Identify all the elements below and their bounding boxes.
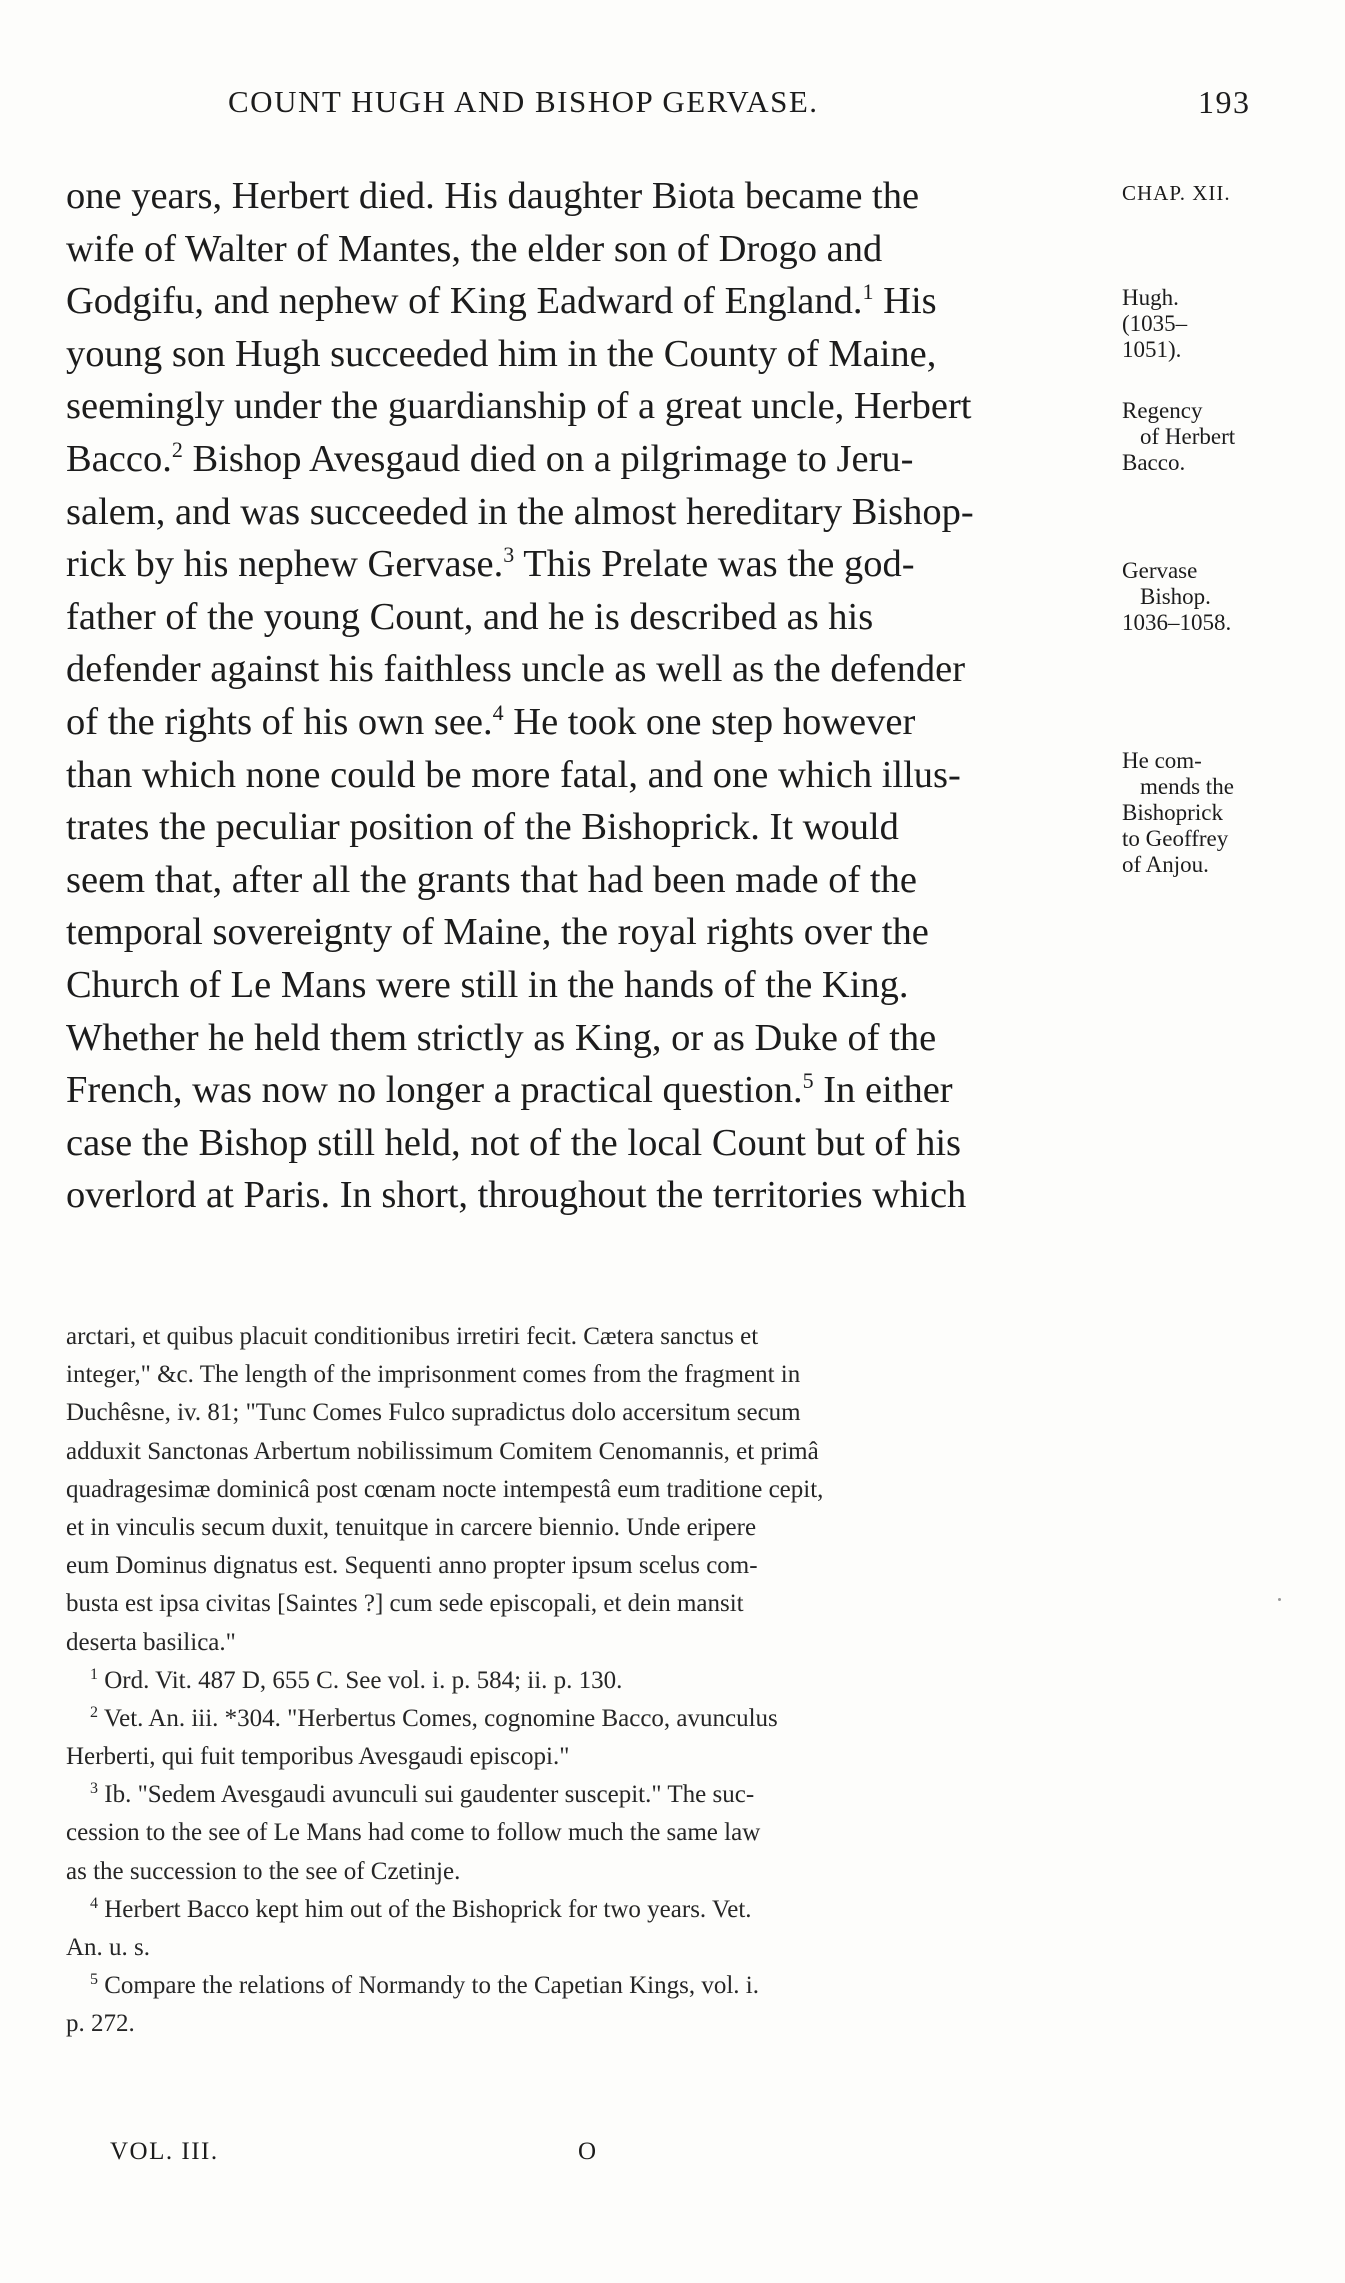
footnote-line: busta est ipsa civitas [Saintes ?] cum sede episcopali, et dein mansit (66, 1590, 744, 1618)
footnote-1: $^1$ Ord. Vit. 487 D, 655 C. See vol. i. p. 584; ii. p. 130. (90, 1665, 623, 1694)
footnote-2: $^2$ Vet. An. iii. *304. "Herbertus Comes, cognomine Bacco, avunculus (90, 1703, 778, 1732)
footnote-3: $^3$ Ib. "Sedem Avesgaudi avunculi sui gaudenter suscepit." The suc- (90, 1780, 755, 1809)
text-line: temporal sovereignty of Maine, the royal rights over the (66, 911, 929, 954)
text-line: defender against his faithless uncle as well as the defender (66, 648, 966, 691)
running-title: COUNT HUGH AND BISHOP GERVASE. (228, 84, 819, 119)
footnote-ref: 5 (802, 1068, 814, 1094)
text-line: than which none could be more fatal, and one which illus- (66, 753, 961, 796)
text-line: French, was now no longer a practical question.$^5$ In either (66, 1068, 953, 1112)
footnote-4: $^4$ Herbert Bacco kept him out of the Bishoprick for two years. Vet. (90, 1894, 752, 1923)
text-line: overlord at Paris. In short, throughout the territories which (66, 1174, 967, 1217)
margin-note-gervase: Gervase Bishop. 1036–1058. (1122, 558, 1232, 635)
footnote-line: integer," &c. The length of the imprisonment comes from the fragment in (66, 1361, 801, 1389)
footnote-line: eum Dominus dignatus est. Sequenti anno propter ipsum scelus com- (66, 1552, 758, 1580)
text-line: seemingly under the guardianship of a great uncle, Herbert (66, 385, 972, 428)
paper-speck (1278, 1598, 1281, 1601)
text-line: Godgifu, and nephew of King Eadward of England.$^1$ His (66, 279, 937, 323)
margin-note-regency: Regency of Herbert Bacco. (1122, 398, 1236, 475)
footnote-line: An. u. s. (66, 1934, 151, 1961)
footnote-ref: 2 (171, 436, 183, 462)
running-head (0, 84, 1345, 124)
footnote-5: $^5$ Compare the relations of Normandy to the Capetian Kings, vol. i. (90, 1971, 759, 2000)
footnote-ref: 4 (492, 699, 504, 725)
footnote-line: arctari, et quibus placuit conditionibus irretiri fecit. Cætera sanctus et (66, 1323, 759, 1350)
margin-note-hugh: Hugh. (1035– 1051). (1122, 285, 1188, 362)
margin-note-commends: He com- mends the Bishoprick to Geoffrey of Anjou. (1122, 748, 1234, 877)
footnote-line: adduxit Sanctonas Arbertum nobilissimum Comitem Cenomannis, et primâ (66, 1437, 819, 1465)
footnotes (66, 1318, 1126, 2044)
page-number: 193 (1198, 84, 1251, 120)
footnote-ref: 1 (862, 279, 874, 305)
text-line: Church of Le Mans were still in the hands of the King. (66, 963, 909, 1006)
signature-line (110, 2138, 710, 2178)
text-line: father of the young Count, and he is described as his (66, 595, 874, 638)
volume-label: VOL. III. (110, 2138, 219, 2165)
text-line: rick by his nephew Gervase.$^3$ This Prelate was the god- (66, 542, 915, 586)
footnote-line: Herberti, qui fuit temporibus Avesgaudi episcopi." (66, 1743, 570, 1771)
text-line: of the rights of his own see.$^4$ He took one step however (66, 699, 916, 743)
footnote-line: deserta basilica." (66, 1628, 236, 1656)
footnote-line: as the succession to the see of Czetinje. (66, 1857, 461, 1885)
text-line: young son Hugh succeeded him in the County of Maine, (66, 332, 937, 375)
chapter-note: CHAP. XII. (1122, 181, 1231, 205)
text-line: case the Bishop still held, not of the local Count but of his (66, 1121, 962, 1164)
footnote-ref: 3 (503, 542, 515, 568)
text-line: Bacco.$^2$ Bishop Avesgaud died on a pilgrimage to Jeru- (66, 436, 914, 480)
text-line: wife of Walter of Mantes, the elder son of Drogo and (66, 227, 883, 270)
footnote-line: et in vinculis secum duxit, tenuitque in carcere biennio. Unde eripere (66, 1513, 757, 1541)
main-text (66, 170, 1116, 1222)
footnote-line: quadragesimæ dominicâ post cœnam nocte intempestâ eum traditione cepit, (66, 1475, 824, 1503)
text-line: one years, Herbert died. His daughter Biota became the (66, 175, 920, 217)
text-line: Whether he held them strictly as King, or as Duke of the (66, 1016, 937, 1059)
footnote-line: Duchêsne, iv. 81; "Tunc Comes Fulco supradictus dolo accersitum secum (66, 1399, 801, 1427)
footnote-line: cession to the see of Le Mans had come to follow much the same law (66, 1819, 761, 1847)
signature-mark: O (578, 2138, 598, 2165)
footnote-line: p. 272. (66, 2010, 135, 2038)
text-line: trates the peculiar position of the Bishoprick. It would (66, 806, 899, 849)
text-line: seem that, after all the grants that had been made of the (66, 858, 917, 901)
text-line: salem, and was succeeded in the almost hereditary Bishop- (66, 490, 974, 533)
